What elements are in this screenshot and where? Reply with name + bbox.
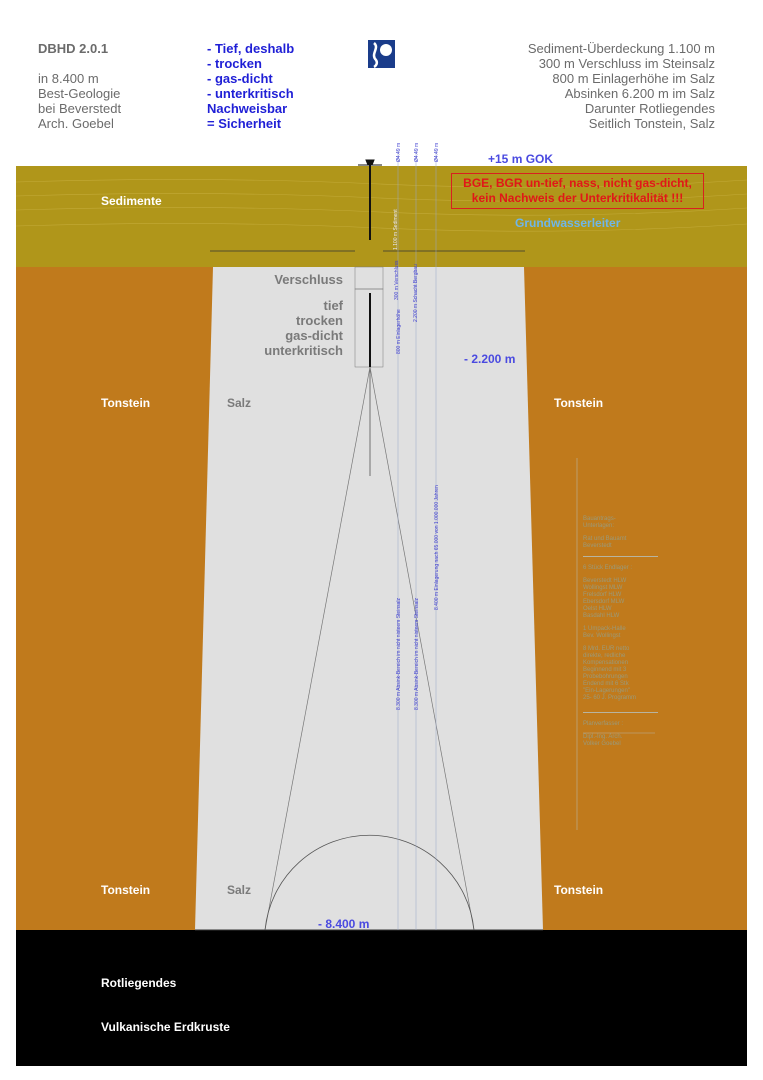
tonstein-right-lower-label: Tonstein [554, 883, 604, 897]
sedimente-label: Sedimente [101, 194, 162, 208]
note-line: Oelst HLW [583, 606, 612, 612]
note-line: Probebohrungen [583, 674, 628, 680]
header-right-line: Darunter Rotliegendes [584, 101, 715, 116]
note-line: Bauantrags- [583, 516, 616, 522]
depth-8400-label: - 8.400 m [318, 917, 370, 931]
warning-line: BGE, BGR un-tief, nass, nicht gas-dicht, [463, 176, 692, 190]
rotliegendes-label: Rotliegendes [101, 976, 177, 990]
note-line: Frelsdorf HLW [583, 592, 622, 598]
note-line: direkte, redliche [583, 653, 626, 659]
note-line: Unterlagen: [583, 523, 615, 529]
annotation-schacht: 2.200 m Schacht Bergbau [413, 264, 419, 322]
side-notes [583, 516, 658, 754]
header-right-line: 300 m Verschluss im Steinsalz [538, 56, 715, 71]
note-line: 25- 60 J. Programm [583, 695, 637, 701]
gok-label: +15 m GOK [488, 152, 554, 166]
annotation-absink-1: 8.300 m Absink-Bereich im nicht nisteem Steinsalz [396, 598, 402, 710]
header-left-line: Arch. Goebel [38, 116, 114, 131]
warning-box [451, 173, 704, 209]
annotation-verschluss: 300 m Verschluss [394, 260, 400, 300]
header-right-line: Absinken 6.200 m im Salz [564, 86, 715, 101]
note-line: Wollingst MLW [583, 585, 623, 591]
borehole-tag: Ø4.49 m [396, 142, 402, 162]
note-line: Bev. Wollingst [583, 633, 621, 639]
salz-lower-label: Salz [227, 883, 252, 897]
grundwasserleiter-label: Grundwasserleiter [515, 216, 621, 230]
borehole-tag: Ø4.49 m [434, 142, 440, 162]
tonstein-left-upper-label: Tonstein [101, 396, 151, 410]
header-mid-line: = Sicherheit [207, 116, 282, 131]
header-mid-line: Nachweisbar [207, 101, 288, 116]
note-line: Beverstedt HLW [583, 578, 627, 584]
note-line: Kompensationen [583, 660, 629, 666]
depth-2200-label: - 2.200 m [464, 352, 516, 366]
header-mid-line: - unterkritisch [207, 86, 294, 101]
header-mid-line: - Tief, deshalb [207, 41, 295, 56]
header-mid-line: - trocken [207, 56, 262, 71]
header-left-line: in 8.400 m [38, 71, 99, 86]
note-line: Planverfasser : [583, 721, 624, 727]
note-line: 1 Umpack-Halle [583, 626, 626, 632]
tonstein-left-lower-label: Tonstein [101, 883, 151, 897]
header-right-line: Sediment-Überdeckung 1.100 m [527, 41, 715, 56]
property-item: unterkritisch [264, 343, 343, 358]
note-line: Basdahl HLW [583, 613, 620, 619]
header-mid-line: - gas-dicht [207, 71, 273, 86]
annotation-einlagerung: 8.400 m Einlagerung nach 65.000 von 1.000.000 Jahren [434, 485, 440, 610]
note-line: Volker Goebel [583, 741, 621, 747]
note-line: Rat und Bauamt [583, 536, 627, 542]
tonstein-right-upper-label: Tonstein [554, 396, 604, 410]
note-line: Dipl.-Ing. Arch. [583, 734, 623, 740]
document-title: DBHD 2.0.1 [38, 41, 109, 56]
header-left-line: Best-Geologie [38, 86, 121, 101]
warning-line: kein Nachweis der Unterkritikalität !!! [471, 191, 684, 205]
header-left-line: bei Beverstedt [38, 101, 122, 116]
note-line: Endend mit 6 Stk [583, 681, 629, 687]
erdkruste-label: Vulkanische Erdkruste [101, 1020, 230, 1034]
note-line: 8 Mrd. EUR netto [583, 646, 630, 652]
property-item: tief [323, 298, 343, 313]
note-line: Beginnend mit 3 [583, 667, 627, 673]
annotation-einlagerhoehe: 800 m Einlagerhöhe [396, 309, 402, 354]
property-item: trocken [296, 313, 343, 328]
verschluss-label: Verschluss [274, 272, 343, 287]
annotation-absink-2: 8.300 m Absink-Bereich im nicht nisteem Steinsalz [414, 598, 420, 710]
salz-upper-label: Salz [227, 396, 252, 410]
note-line: Beverstedt [583, 543, 612, 549]
borehole-tag: Ø4.49 m [414, 142, 420, 162]
property-item: gas-dicht [285, 328, 343, 343]
properties-list [243, 298, 343, 358]
note-line: "Ein-Lagerungen" [583, 688, 630, 694]
note-line: 6 Stück Endlager : [583, 565, 633, 571]
header-right-line: Seitlich Tonstein, Salz [588, 116, 715, 131]
note-line: Ebersdorf MLW [583, 599, 625, 605]
annotation-sediment: 1.100 m Sediment [393, 209, 399, 250]
header-right-line: 800 m Einlagerhöhe im Salz [552, 71, 715, 86]
